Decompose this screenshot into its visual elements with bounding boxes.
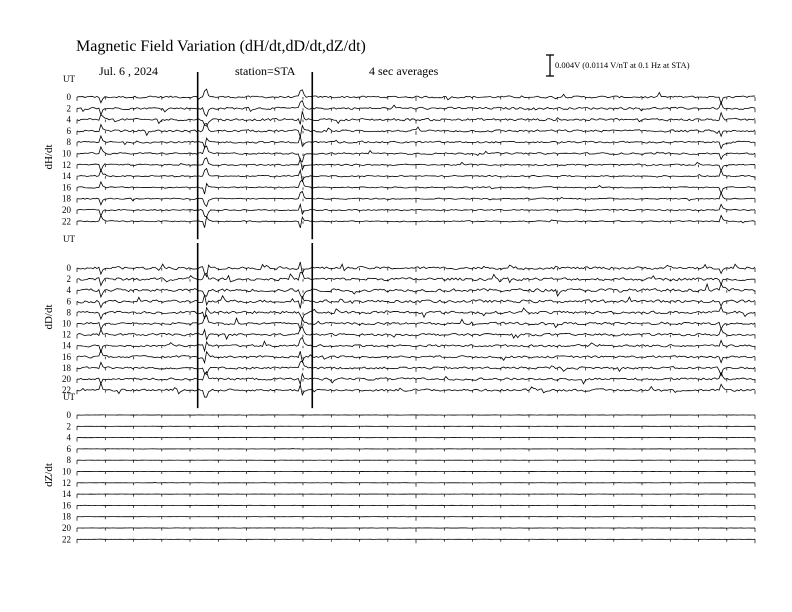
time-ticks (77, 449, 755, 453)
trace-line (77, 89, 755, 104)
hour-tick-label: 12 (62, 159, 71, 170)
panel-dhdt (43, 72, 755, 239)
date-label: Jul. 6 , 2024 (99, 64, 159, 78)
trace-line (77, 295, 755, 309)
hour-tick-label: 0 (66, 92, 71, 102)
hour-tick-label: 22 (62, 216, 71, 227)
hour-tick-label: 6 (66, 443, 71, 454)
hour-tick-label: 16 (62, 500, 71, 511)
trace-line (77, 124, 755, 138)
trace-line (77, 315, 755, 329)
hour-tick-label: 14 (62, 489, 71, 500)
chart-title: Magnetic Field Variation (dH/dt,dD/dt,dZ/dt) (76, 38, 366, 55)
hour-tick-label: 6 (66, 296, 71, 307)
trace-line (77, 215, 755, 227)
trace-line (77, 180, 755, 194)
time-ticks (77, 415, 755, 419)
hour-tick-label: 10 (62, 466, 71, 477)
hour-tick-label: 20 (62, 523, 71, 533)
hour-tick-label: 4 (66, 285, 71, 296)
time-ticks (77, 472, 755, 476)
trace-line (77, 449, 755, 450)
hour-tick-label: 2 (66, 103, 71, 114)
hour-tick-label: 18 (62, 362, 71, 373)
hour-tick-label: 2 (66, 274, 71, 285)
component-label: dZ/dt (43, 463, 55, 487)
trace-line (77, 158, 755, 171)
trace-line (77, 111, 755, 126)
hour-tick-label: 22 (62, 534, 71, 545)
hour-tick-label: 18 (62, 511, 71, 522)
time-ticks (77, 505, 755, 509)
ut-axis-label: UT (63, 74, 75, 84)
time-ticks (77, 199, 755, 203)
hour-tick-label: 22 (62, 385, 71, 396)
hour-tick-label: 6 (66, 125, 71, 136)
station-label: station=STA (235, 64, 296, 78)
time-ticks (77, 539, 755, 543)
scale-bar (546, 55, 554, 76)
component-label: dD/dt (43, 304, 55, 330)
hour-tick-label: 14 (62, 340, 71, 351)
time-ticks (77, 426, 755, 430)
trace-line (77, 383, 755, 397)
hour-tick-label: 12 (62, 329, 71, 340)
hour-tick-label: 8 (66, 455, 71, 466)
averaging-label: 4 sec averages (369, 64, 439, 78)
time-ticks (77, 494, 755, 498)
scale-note: 0.004V (0.0114 V/nT at 0.1 Hz at STA) (555, 60, 690, 70)
panel-dzdt (43, 392, 755, 544)
hour-tick-label: 12 (62, 477, 71, 488)
component-label: dH/dt (43, 144, 55, 170)
hour-tick-label: 8 (66, 307, 71, 318)
time-ticks (77, 528, 755, 532)
hour-tick-label: 0 (66, 410, 71, 420)
time-ticks (77, 483, 755, 487)
hour-tick-label: 16 (62, 182, 71, 193)
time-ticks (77, 438, 755, 442)
hour-tick-label: 0 (66, 263, 71, 273)
hour-tick-label: 20 (62, 374, 71, 384)
time-ticks (77, 335, 755, 339)
trace-line (77, 136, 755, 149)
hour-tick-label: 4 (66, 432, 71, 443)
hour-tick-label: 18 (62, 193, 71, 204)
hour-tick-label: 10 (62, 148, 71, 159)
time-ticks (77, 268, 755, 272)
ut-axis-label: UT (63, 234, 75, 244)
time-ticks (77, 279, 755, 283)
hour-tick-label: 4 (66, 114, 71, 125)
panel-dddt (43, 234, 755, 408)
hour-tick-label: 8 (66, 137, 71, 148)
hour-tick-label: 10 (62, 318, 71, 329)
time-ticks (77, 460, 755, 464)
time-ticks (77, 517, 755, 521)
hour-tick-label: 20 (62, 205, 71, 215)
hour-tick-label: 16 (62, 351, 71, 362)
ut-axis-label: UT (63, 392, 75, 402)
trace-line (77, 337, 755, 351)
hour-tick-label: 14 (62, 171, 71, 182)
trace-line (77, 350, 755, 362)
trace-line (77, 273, 755, 286)
hour-tick-label: 2 (66, 421, 71, 432)
trace-line (77, 361, 755, 375)
